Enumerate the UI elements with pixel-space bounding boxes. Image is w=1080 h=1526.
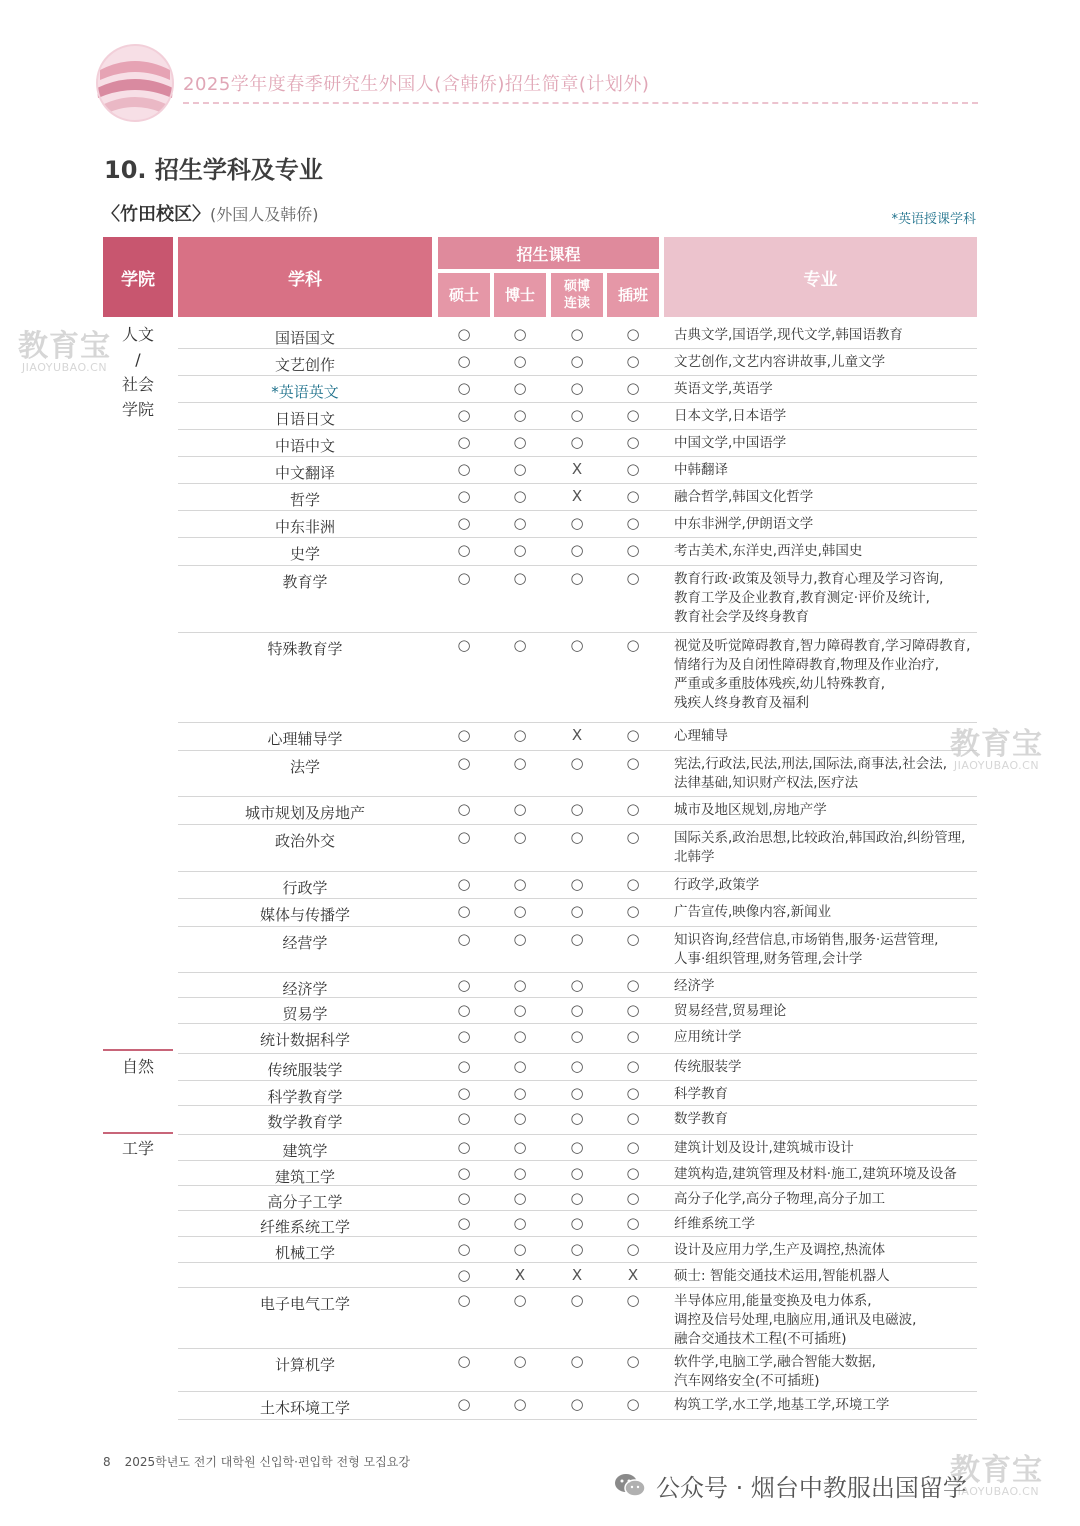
offered-mark: ○ <box>570 1214 584 1232</box>
table-row <box>178 510 977 538</box>
footer-text: 2025학년도 전기 대학원 신입학·편입학 전형 모집요강 <box>124 1455 410 1469</box>
offered-mark: ○ <box>457 636 471 654</box>
major-list: 建筑构造,建筑管理及材料·施工,建筑环境及设备 <box>674 1166 957 1182</box>
offered-mark: ○ <box>570 828 584 846</box>
offered-mark: ○ <box>513 1027 527 1045</box>
college-humanities: 人文 / 社会 学院 <box>121 325 154 419</box>
offered-mark: ○ <box>513 569 527 587</box>
offered-mark: ○ <box>513 875 527 893</box>
subject-name: 纤维系统工学 <box>259 1218 350 1236</box>
offered-mark: ○ <box>570 1352 584 1370</box>
table-row <box>178 796 977 825</box>
offered-mark: ○ <box>626 1214 640 1232</box>
offered-mark: ○ <box>513 1240 527 1258</box>
major-list: 教育行政·政策及领导力,教育心理及学习咨询, 教育工学及企业教育,教育测定·评价及统计, 教育社会学及终身教育 <box>674 571 944 625</box>
subject-name: 中语中文 <box>274 437 335 455</box>
offered-mark: ○ <box>513 828 527 846</box>
offered-mark: ○ <box>570 514 584 532</box>
header-master: 硕士 <box>438 273 490 317</box>
offered-mark: ○ <box>457 433 471 451</box>
major-list: 中国文学,中国语学 <box>674 435 787 451</box>
offered-mark: ○ <box>513 406 527 424</box>
subject-name: 建筑工学 <box>274 1168 335 1186</box>
major-list: 广告宣传,映像内容,新闻业 <box>674 904 832 920</box>
major-list: 古典文学,国语学,现代文学,韩国语教育 <box>674 327 903 343</box>
offered-mark: ○ <box>570 433 584 451</box>
offered-mark: ○ <box>457 1109 471 1127</box>
offered-mark: ○ <box>626 754 640 772</box>
not-offered-mark: X <box>571 726 583 744</box>
offered-mark: ○ <box>513 726 527 744</box>
offered-mark: ○ <box>457 1352 471 1370</box>
offered-mark: ○ <box>457 1138 471 1156</box>
table-row <box>178 1134 977 1161</box>
offered-mark: ○ <box>457 976 471 994</box>
offered-mark: ○ <box>513 976 527 994</box>
offered-mark: ○ <box>513 930 527 948</box>
major-list: 构筑工学,水工学,地基工学,环境工学 <box>674 1397 890 1413</box>
offered-mark: ○ <box>626 1109 640 1127</box>
subject-name: 建筑学 <box>282 1142 328 1160</box>
offered-mark: ○ <box>513 460 527 478</box>
offered-mark: ○ <box>457 754 471 772</box>
header-college: 学院 <box>103 237 173 317</box>
offered-mark: ○ <box>457 1291 471 1309</box>
offered-mark: ○ <box>570 352 584 370</box>
not-offered-mark: X <box>514 1266 526 1284</box>
offered-mark: ○ <box>457 1057 471 1075</box>
major-list: 半导体应用,能量变换及电力体系, 调控及信号处理,电脑应用,通讯及电磁波, 融合交通技术工程(不可插班) <box>674 1293 917 1347</box>
offered-mark: ○ <box>457 800 471 818</box>
table-row <box>178 926 977 973</box>
offered-mark: ○ <box>513 433 527 451</box>
table-row <box>178 348 977 376</box>
table-row <box>178 456 977 484</box>
table-row <box>178 321 977 349</box>
subject-name: 日语日文 <box>274 410 335 428</box>
offered-mark: ○ <box>570 1057 584 1075</box>
subject-name: 法学 <box>289 758 320 776</box>
offered-mark: ○ <box>457 541 471 559</box>
offered-mark: ○ <box>457 379 471 397</box>
major-list: 设计及应用力学,生产及调控,热流体 <box>674 1242 886 1258</box>
subject-name: 科学教育学 <box>267 1088 343 1106</box>
offered-mark: ○ <box>457 1189 471 1207</box>
campus-heading <box>102 200 319 226</box>
offered-mark: ○ <box>626 828 640 846</box>
table-row <box>178 972 977 998</box>
table-row <box>178 1391 977 1420</box>
offered-mark: ○ <box>513 1395 527 1413</box>
offered-mark: ○ <box>513 1138 527 1156</box>
table-row <box>178 632 977 723</box>
offered-mark: ○ <box>626 1189 640 1207</box>
subject-name: 文艺创作 <box>274 356 335 374</box>
college-engineering: 工学 <box>121 1139 154 1158</box>
table-row <box>178 722 977 751</box>
offered-mark: ○ <box>626 800 640 818</box>
offered-mark: ○ <box>457 514 471 532</box>
offered-mark: ○ <box>513 541 527 559</box>
offered-mark: ○ <box>513 1164 527 1182</box>
major-list: 考古美术,东洋史,西洋史,韩国史 <box>674 543 863 559</box>
table-row <box>178 750 977 797</box>
table-row <box>178 1262 977 1288</box>
not-offered-mark: X <box>627 1266 639 1284</box>
header-major: 专业 <box>664 237 977 317</box>
offered-mark: ○ <box>513 754 527 772</box>
watermark: 教育宝 JIAOYUBAO.CN <box>18 329 111 374</box>
table-row <box>178 1053 977 1081</box>
offered-mark: ○ <box>570 406 584 424</box>
not-offered-mark: X <box>571 460 583 478</box>
offered-mark: ○ <box>513 902 527 920</box>
table-row <box>178 1080 977 1106</box>
offered-mark: ○ <box>457 726 471 744</box>
watermark: 教育宝 JIAOYUBAO.CN <box>950 727 1043 772</box>
subject-name: 土木环境工学 <box>259 1399 350 1417</box>
offered-mark: ○ <box>457 352 471 370</box>
table-row <box>178 1210 977 1237</box>
major-list: 经济学 <box>674 978 715 994</box>
major-list: 心理辅导 <box>674 728 728 744</box>
major-list: 传统服装学 <box>674 1059 742 1075</box>
college-divider <box>103 1132 173 1134</box>
major-list: 国际关系,政治思想,比较政治,韩国政治,纠纷管理, 北韩学 <box>674 830 966 865</box>
offered-mark: ○ <box>626 1352 640 1370</box>
major-list: 城市及地区规划,房地产学 <box>674 802 827 818</box>
offered-mark: ○ <box>570 325 584 343</box>
subject-name: 数学教育学 <box>267 1113 343 1131</box>
offered-mark: ○ <box>457 1266 471 1284</box>
offered-mark: ○ <box>570 569 584 587</box>
offered-mark: ○ <box>513 379 527 397</box>
offered-mark: ○ <box>626 352 640 370</box>
table-row <box>178 483 977 511</box>
offered-mark: ○ <box>570 1001 584 1019</box>
table-row <box>178 402 977 430</box>
offered-mark: ○ <box>570 754 584 772</box>
offered-mark: ○ <box>626 726 640 744</box>
subject-name: 史学 <box>289 545 320 563</box>
offered-mark: ○ <box>513 1084 527 1102</box>
offered-mark: ○ <box>513 352 527 370</box>
offered-mark: ○ <box>513 800 527 818</box>
subject-name: 中文翻译 <box>274 464 335 482</box>
subject-name: 机械工学 <box>274 1244 335 1262</box>
offered-mark: ○ <box>626 930 640 948</box>
offered-mark: ○ <box>626 325 640 343</box>
offered-mark: ○ <box>626 1395 640 1413</box>
major-list: 数学教育 <box>674 1111 728 1127</box>
subject-name: 中东非洲 <box>274 518 335 536</box>
subject-name: 教育学 <box>282 573 328 591</box>
college-natural-science: 自然 <box>121 1057 154 1076</box>
offered-mark: ○ <box>626 1164 640 1182</box>
table-row <box>178 1287 977 1349</box>
offered-mark: ○ <box>513 1109 527 1127</box>
major-list: 行政学,政策学 <box>674 877 760 893</box>
subject-name: 统计数据科学 <box>259 1031 350 1049</box>
offered-mark: ○ <box>457 828 471 846</box>
header-subject: 学科 <box>178 237 432 317</box>
offered-mark: ○ <box>513 487 527 505</box>
subject-name: 经济学 <box>282 980 328 998</box>
offered-mark: ○ <box>457 902 471 920</box>
offered-mark: ○ <box>626 636 640 654</box>
subject-name: 电子电气工学 <box>259 1295 350 1313</box>
wechat-icon <box>614 1473 646 1499</box>
offered-mark: ○ <box>513 1057 527 1075</box>
wechat-account <box>614 1468 967 1503</box>
offered-mark: ○ <box>570 976 584 994</box>
major-list: 中韩翻译 <box>674 462 728 478</box>
subject-name: 特殊教育学 <box>267 640 343 658</box>
offered-mark: ○ <box>457 1240 471 1258</box>
subject-name: 传统服装学 <box>267 1061 343 1079</box>
table-row <box>178 1160 977 1186</box>
section-title: 10. 招生学科及专业 <box>104 156 323 184</box>
english-taught-note: *英语授课学科 <box>891 212 976 227</box>
subject-name: 哲学 <box>289 491 320 509</box>
offered-mark: ○ <box>626 541 640 559</box>
offered-mark: ○ <box>626 460 640 478</box>
subject-name: 媒体与传播学 <box>259 906 350 924</box>
offered-mark: ○ <box>626 569 640 587</box>
offered-mark: ○ <box>570 902 584 920</box>
table-row <box>178 997 977 1024</box>
offered-mark: ○ <box>626 875 640 893</box>
offered-mark: ○ <box>570 930 584 948</box>
offered-mark: ○ <box>626 379 640 397</box>
table-row <box>178 565 977 633</box>
offered-mark: ○ <box>626 514 640 532</box>
major-list: 视觉及听觉障碍教育,智力障碍教育,学习障碍教育, 情绪行为及自闭性障碍教育,物理及作业治疗, 严重或多重肢体残疾,幼儿特殊教育, 残疾人终身教育及福利 <box>674 638 971 711</box>
offered-mark: ○ <box>457 1164 471 1182</box>
offered-mark: ○ <box>457 406 471 424</box>
offered-mark: ○ <box>570 379 584 397</box>
offered-mark: ○ <box>513 1291 527 1309</box>
not-offered-mark: X <box>571 487 583 505</box>
major-list: 中东非洲学,伊朗语文学 <box>674 516 814 532</box>
table-row <box>178 429 977 457</box>
offered-mark: ○ <box>457 325 471 343</box>
offered-mark: ○ <box>626 1084 640 1102</box>
offered-mark: ○ <box>570 1027 584 1045</box>
offered-mark: ○ <box>626 487 640 505</box>
subject-name: 计算机学 <box>274 1356 335 1374</box>
major-list: 文艺创作,文艺内容讲故事,儿童文学 <box>674 354 886 370</box>
offered-mark: ○ <box>457 930 471 948</box>
wechat-label: 公众号 · 烟台中教服出国留学 <box>656 1474 967 1502</box>
offered-mark: ○ <box>513 1189 527 1207</box>
offered-mark: ○ <box>513 514 527 532</box>
offered-mark: ○ <box>626 1027 640 1045</box>
campus-subtitle: (外国人及韩侨) <box>210 205 319 224</box>
offered-mark: ○ <box>570 1240 584 1258</box>
offered-mark: ○ <box>570 1189 584 1207</box>
offered-mark: ○ <box>457 487 471 505</box>
watermark: 教育宝 JIAOYUBAO.CN <box>950 1453 1043 1498</box>
table-row <box>178 375 977 403</box>
offered-mark: ○ <box>457 1084 471 1102</box>
offered-mark: ○ <box>513 325 527 343</box>
offered-mark: ○ <box>513 1001 527 1019</box>
subject-name: 国语国文 <box>274 329 335 347</box>
offered-mark: ○ <box>457 1001 471 1019</box>
major-list: 软件学,电脑工学,融合智能大数据, 汽车网络安全(不可插班) <box>674 1354 876 1389</box>
offered-mark: ○ <box>626 976 640 994</box>
campus-name: 〈竹田校区〉 <box>102 204 210 225</box>
header-integrated: 硕博 连读 <box>551 273 603 317</box>
offered-mark: ○ <box>570 800 584 818</box>
offered-mark: ○ <box>626 1001 640 1019</box>
major-list: 硕士: 智能交通技术运用,智能机器人 <box>674 1268 890 1284</box>
major-list: 高分子化学,高分子物理,高分子加工 <box>674 1191 886 1207</box>
major-list: 宪法,行政法,民法,刑法,国际法,商事法,社会法, 法律基础,知识财产权法,医疗法 <box>674 756 948 791</box>
offered-mark: ○ <box>570 1291 584 1309</box>
offered-mark: ○ <box>570 636 584 654</box>
offered-mark: ○ <box>626 1291 640 1309</box>
major-list: 日本文学,日本语学 <box>674 408 787 424</box>
college-divider <box>103 1049 173 1051</box>
table-row <box>178 871 977 899</box>
offered-mark: ○ <box>570 1164 584 1182</box>
major-list: 纤维系统工学 <box>674 1216 755 1232</box>
offered-mark: ○ <box>457 1395 471 1413</box>
table-row <box>178 1023 977 1054</box>
table-row <box>178 1348 977 1392</box>
offered-mark: ○ <box>570 1084 584 1102</box>
header-doctor: 博士 <box>494 273 546 317</box>
brochure-logo-icon <box>92 40 178 126</box>
major-list: 知识咨询,经营信息,市场销售,服务·运营管理, 人事·组织管理,财务管理,会计学 <box>674 932 939 967</box>
offered-mark: ○ <box>626 1240 640 1258</box>
offered-mark: ○ <box>570 875 584 893</box>
table-row <box>178 537 977 566</box>
subject-name: *英语英文 <box>271 383 339 401</box>
offered-mark: ○ <box>457 1214 471 1232</box>
page-footer <box>103 1453 410 1470</box>
offered-mark: ○ <box>457 460 471 478</box>
subject-name: 贸易学 <box>282 1005 328 1023</box>
header-title: 2025学年度春季研究生外国人(含韩侨)招生简章(计划外) <box>183 74 650 95</box>
offered-mark: ○ <box>457 875 471 893</box>
table-row <box>178 1185 977 1211</box>
offered-mark: ○ <box>570 541 584 559</box>
major-list: 贸易经营,贸易理论 <box>674 1003 787 1019</box>
offered-mark: ○ <box>626 1057 640 1075</box>
subject-name: 高分子工学 <box>267 1193 343 1211</box>
table-row <box>178 1236 977 1263</box>
not-offered-mark: X <box>571 1266 583 1284</box>
offered-mark: ○ <box>570 1138 584 1156</box>
offered-mark: ○ <box>626 433 640 451</box>
table-row <box>178 898 977 927</box>
major-list: 建筑计划及设计,建筑城市设计 <box>674 1140 854 1156</box>
header-courses: 招生课程 <box>438 237 659 269</box>
subject-name: 行政学 <box>282 879 328 897</box>
table-row <box>178 824 977 872</box>
offered-mark: ○ <box>570 1395 584 1413</box>
offered-mark: ○ <box>457 569 471 587</box>
subject-name: 心理辅导学 <box>267 730 343 748</box>
offered-mark: ○ <box>513 1214 527 1232</box>
major-list: 科学教育 <box>674 1086 728 1102</box>
page-number: 8 <box>103 1455 111 1469</box>
major-list: 应用统计学 <box>674 1029 742 1045</box>
table-row <box>178 1105 977 1135</box>
subject-name: 经营学 <box>282 934 328 952</box>
offered-mark: ○ <box>626 406 640 424</box>
offered-mark: ○ <box>513 1352 527 1370</box>
subject-name: 政治外交 <box>274 832 335 850</box>
header-divider <box>183 102 978 104</box>
major-list: 英语文学,英语学 <box>674 381 773 397</box>
header-transfer: 插班 <box>607 273 659 317</box>
offered-mark: ○ <box>626 902 640 920</box>
subject-name: 城市规划及房地产 <box>244 804 365 822</box>
offered-mark: ○ <box>513 636 527 654</box>
offered-mark: ○ <box>457 1027 471 1045</box>
offered-mark: ○ <box>626 1138 640 1156</box>
offered-mark: ○ <box>570 1109 584 1127</box>
major-list: 融合哲学,韩国文化哲学 <box>674 489 814 505</box>
